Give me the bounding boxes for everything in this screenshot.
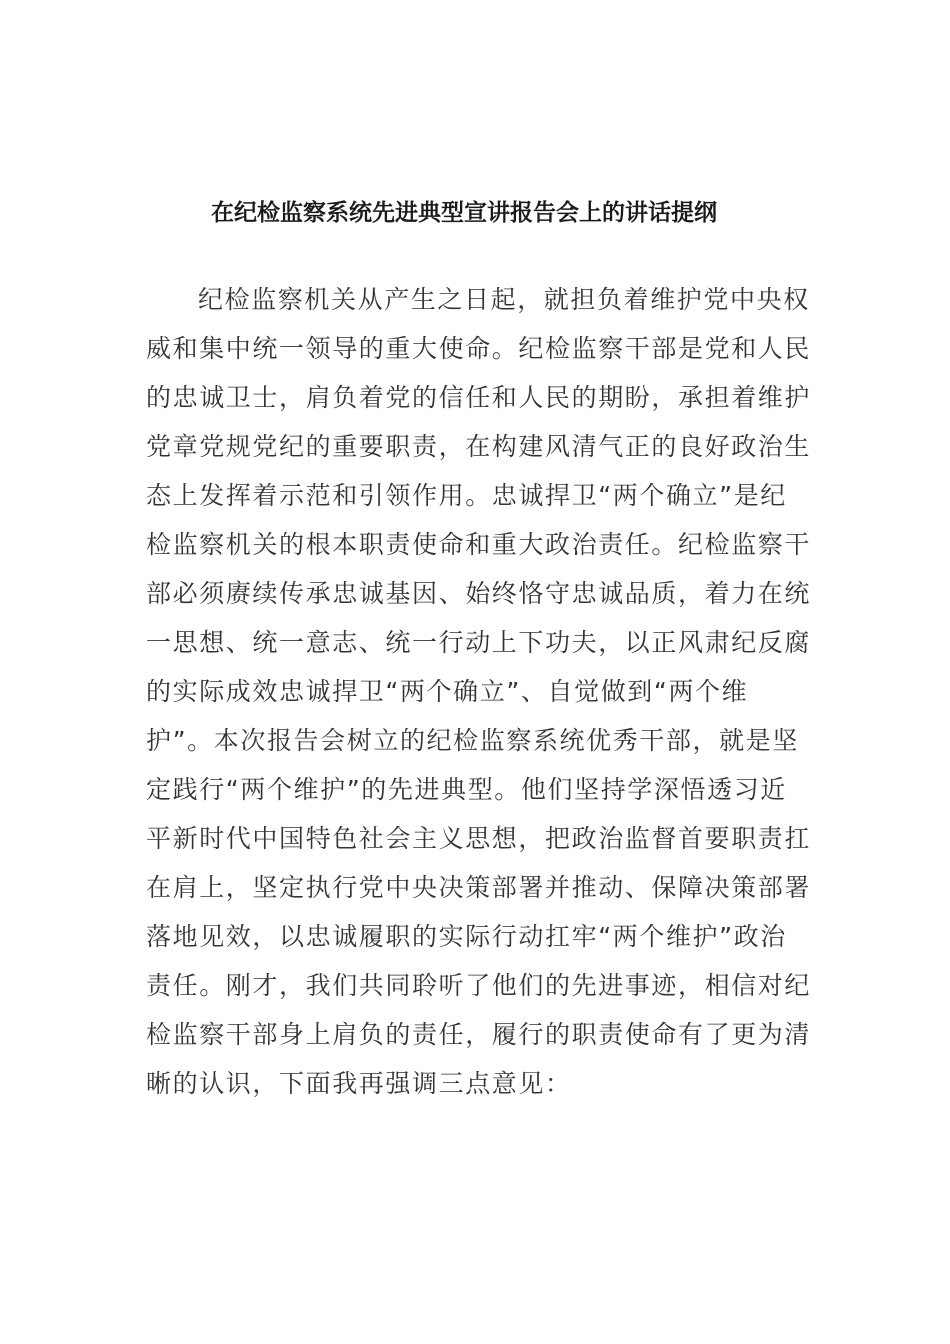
paragraph-line: 党章党规党纪的重要职责，在构建风清气正的良好政治生 [146, 432, 812, 461]
paragraph-line: 的实际成效忠诚捍卫“两个确立”、自觉做到“两个维 [146, 677, 749, 706]
paragraph-line: 在肩上，坚定执行党中央决策部署并推动、保障决策部署 [146, 873, 812, 902]
paragraph-line: 检监察干部身上肩负的责任，履行的职责使命有了更为清 [146, 1020, 812, 1049]
paragraph-line: 护”。本次报告会树立的纪检监察系统优秀干部，就是坚 [146, 726, 799, 755]
document-title: 在纪检监察系统先进典型宣讲报告会上的讲话提纲 [211, 199, 717, 226]
paragraph-line: 责任。刚才，我们共同聆听了他们的先进事迹，相信对纪 [146, 971, 812, 1000]
paragraph-line: 部必须赓续传承忠诚基因、始终恪守忠诚品质，着力在统 [146, 579, 812, 608]
body-paragraph [146, 275, 812, 1108]
paragraph-line: 的忠诚卫士，肩负着党的信任和人民的期盼，承担着维护 [146, 383, 812, 412]
paragraph-line: 态上发挥着示范和引领作用。忠诚捍卫“两个确立”是纪 [146, 481, 787, 510]
paragraph-line: 威和集中统一领导的重大使命。纪检监察干部是党和人民 [146, 334, 812, 363]
paragraph-line: 检监察机关的根本职责使命和重大政治责任。纪检监察干 [146, 530, 812, 559]
paragraph-line: 平新时代中国特色社会主义思想，把政治监督首要职责扛 [146, 824, 812, 853]
paragraph-line: 一思想、统一意志、统一行动上下功夫，以正风肃纪反腐 [146, 628, 812, 657]
paragraph-line: 落地见效，以忠诚履职的实际行动扛牢“两个维护”政治 [146, 922, 787, 951]
paragraph-line: 定践行“两个维护”的先进典型。他们坚持学深悟透习近 [146, 775, 787, 804]
paragraph-line: 晰的认识，下面我再强调三点意见： [146, 1069, 572, 1098]
paragraph-line: 纪检监察机关从产生之日起，就担负着维护党中央权 [198, 285, 810, 314]
